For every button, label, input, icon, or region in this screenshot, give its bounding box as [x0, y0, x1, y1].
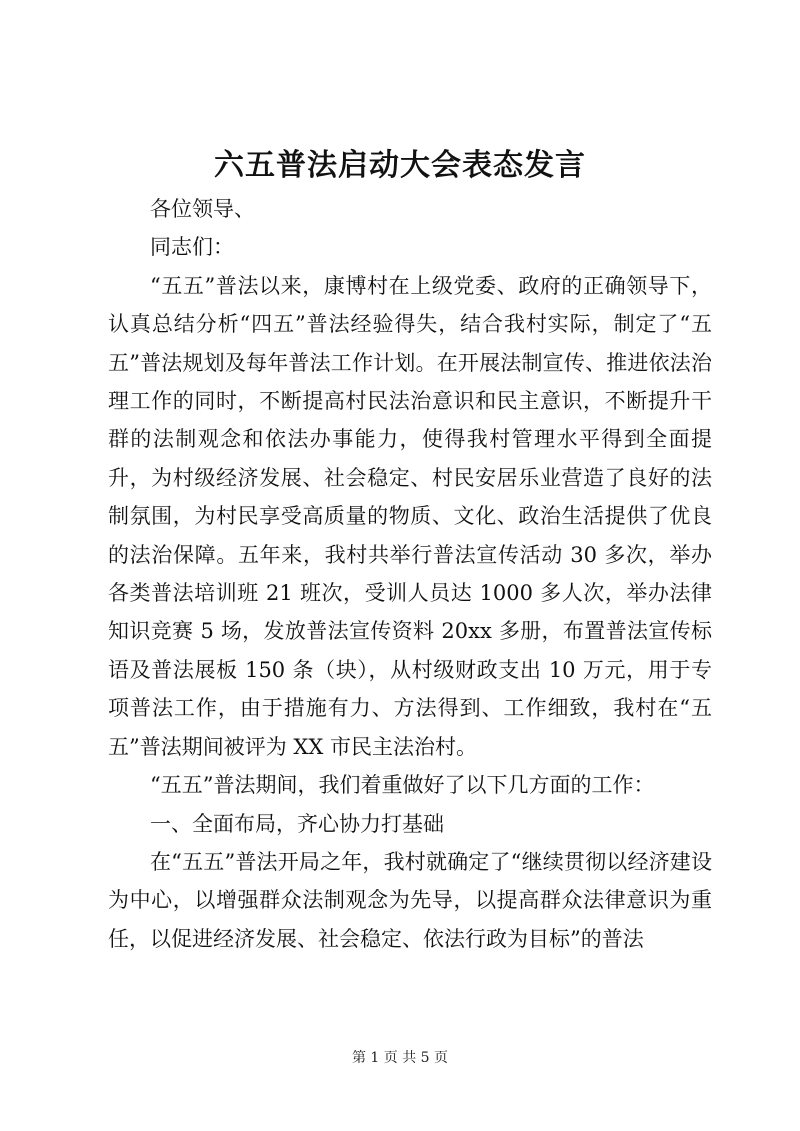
- document-title: 六五普法启动大会表态发言: [214, 148, 586, 183]
- body-paragraph-1: “五五”普法以来，康博村在上级党委、政府的正确领导下，认真总结分析“四五”普法经验得失，结合我村实际，制定了“五五”普法规划及每年普法工作计划。在开展法制宣传、推进依法治理工作的同时，不断提高村民法治意识和民主意识，不断提升干群的法制观念和依法办事能力，使得我村管理水平得到全面提升，为村级经济发展、社会稳定、村民安居乐业营造了良好的法制氛围，为村民享受高质量的物质、文化、政治生活提供了优良的法治保障。五年来，我村共举行普法宣传活动 30 多次，举办各类普法培训班 21 班次，受训人员达 1000 多人次，举办法律知识竞赛 5 场，发放普法宣传资料 20xx 多册，布置普法宣传标语及普法展板 150 条（块），从村级财政支出 10 万元，用于专项普法工作，由于措施有力、方法得到、工作细致，我村在“五五”普法期间被评为 XX 市民主法治村。: [108, 273, 712, 759]
- document-body: [108, 190, 712, 958]
- body-paragraph-3: 在“五五”普法开局之年，我村就确定了“继续贯彻以经济建设为中心，以增强群众法制观念为先导，以提高群众法律意识为重任，以促进经济发展、社会稳定、依法行政为目标”的普法: [108, 849, 712, 951]
- body-paragraph-2: “五五”普法期间，我们着重做好了以下几方面的工作：: [150, 773, 655, 798]
- section-heading-1: 一、全面布局，齐心协力打基础: [150, 811, 444, 836]
- salutation-line-2: 同志们：: [150, 235, 234, 260]
- page-footer: 第 1 页 共 5 页: [351, 1050, 449, 1066]
- salutation-line-1: 各位领导、: [150, 197, 255, 221]
